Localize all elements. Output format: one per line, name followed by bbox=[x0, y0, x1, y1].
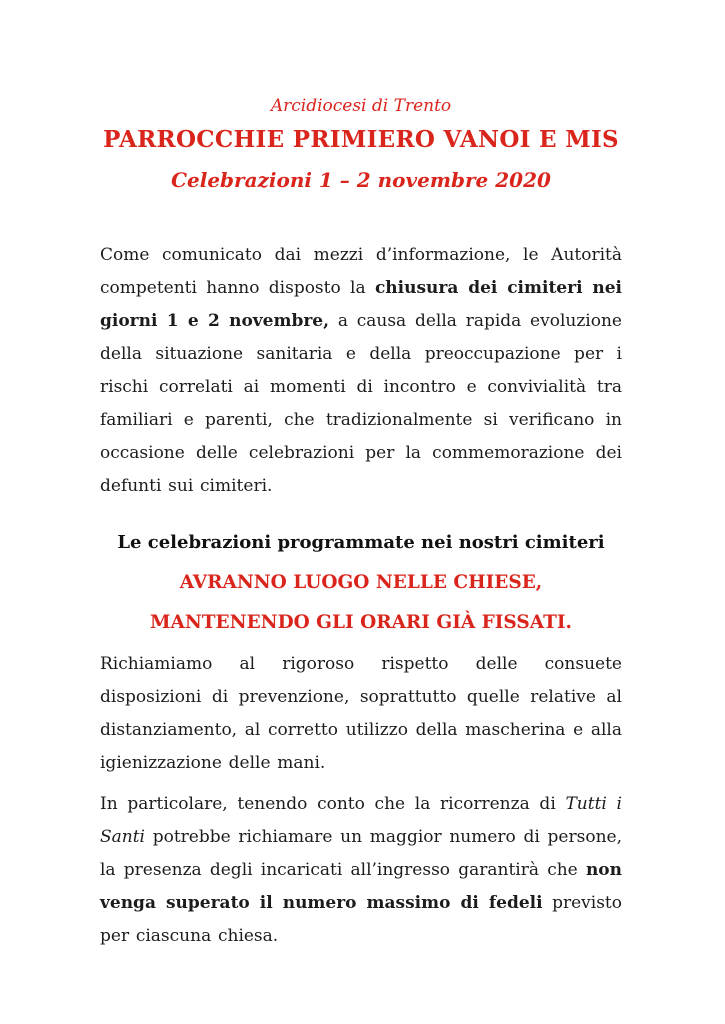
notice-line-churches: AVRANNO LUOGO NELLE CHIESE, bbox=[179, 572, 543, 593]
paragraph-prevention-rules: Richiamiamo al rigoroso rispetto delle consuete disposizioni di prevenzione, soprattutto quelle relative al distanziamento, al corretto utilizzo della mascherina e alla igienizzazione delle mani. bbox=[100, 654, 622, 773]
notice-block bbox=[100, 523, 622, 643]
notice-line-celebrations: Le celebrazioni programmate nei nostri cimiteri bbox=[117, 532, 605, 553]
paragraph-cemetery-closure: Come comunicato dai mezzi d’informazione, le Autorità competenti hanno disposto la chiusura dei cimiteri nei giorni 1 e 2 novembre, a causa della rapida evoluzione della situazione sanitaria e della preoccupazione per i rischi correlati ai momenti di incontro e convivialità tra familiari e parenti, che tradizionalmente si verificano in occasione delle celebrazioni per la commemorazione dei defunti sui cimiteri. bbox=[100, 245, 622, 496]
notice-line-schedule: MANTENENDO GLI ORARI GIÀ FISSATI. bbox=[150, 612, 572, 633]
document-title: PARROCCHIE PRIMIERO VANOI E MIS bbox=[103, 126, 619, 153]
document-header bbox=[100, 96, 622, 193]
organization-name: Arcidiocesi di Trento bbox=[270, 96, 452, 116]
document-subtitle: Celebrazioni 1 – 2 novembre 2020 bbox=[171, 168, 551, 192]
paragraph-capacity-limit: In particolare, tenendo conto che la ricorrenza di Tutti i Santi potrebbe richiamare un maggior numero di persone, la presenza degli incaricati all’ingresso garantirà che non venga superato il numero massimo di fedeli previsto per ciascuna chiesa. bbox=[100, 794, 622, 946]
document-body bbox=[100, 239, 622, 953]
